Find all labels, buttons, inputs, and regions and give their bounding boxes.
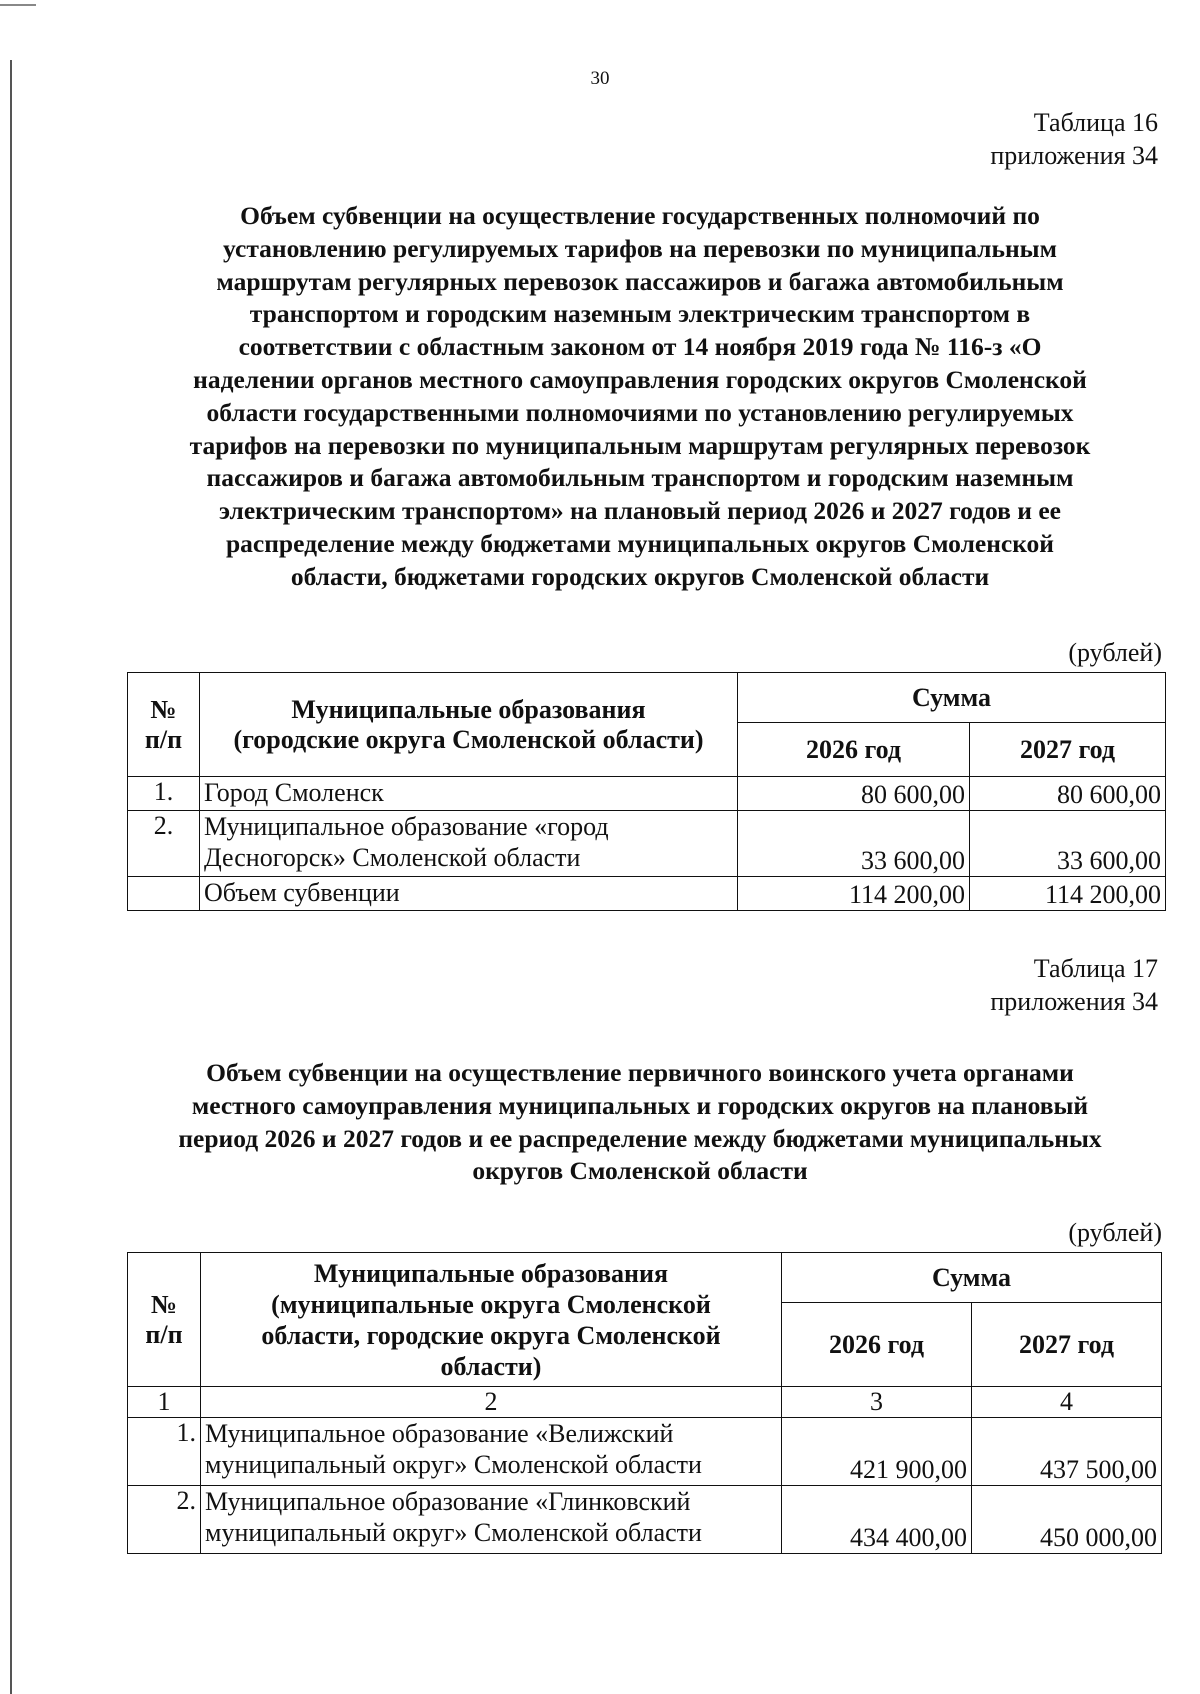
row-amount-2027: 437 500,00 [972,1418,1162,1486]
row-name: Город Смоленск [200,777,738,811]
title-line: соответствии с областным законом от 14 ноября 2019 года № 116-з «О [238,332,1042,362]
table-row [128,777,1166,811]
row-name [200,811,738,877]
table16-units: (рублей) [1068,638,1162,667]
title-line: наделении органов местного самоуправления городских округов Смоленской [193,364,1087,394]
row-name [201,1418,782,1486]
table16-label-line1: Таблица 16 [1033,108,1158,137]
header-name-line2: (муниципальные округа Смоленской [271,1289,711,1319]
row-num: 1. [128,777,200,811]
table17-title [120,1057,1160,1188]
header-name-line1: Муниципальные образования [291,694,646,724]
row-name-line1: Муниципальное образование «Глинковский [205,1487,691,1516]
row-name-line2: муниципальный округ» Смоленской области [205,1518,702,1547]
row-amount-2026: 33 600,00 [738,811,970,877]
row-amount-2026: 434 400,00 [782,1486,972,1554]
header-num-line1: № [150,1289,178,1319]
header-num-line2: п/п [145,1319,183,1349]
table17-label [990,952,1158,1018]
table17-header-row [128,1253,1162,1303]
row-name-line1: Муниципальное образование «город [204,812,609,841]
title-line: распределение между бюджетами муниципальных округов Смоленской [225,528,1054,558]
header-name-line3: области, городские округа Смоленской [261,1320,721,1350]
title-line: округов Смоленской области [472,1156,808,1186]
row-amount-2027: 80 600,00 [970,777,1166,811]
header-year-2027: 2027 год [972,1303,1162,1387]
column-number: 1 [128,1387,201,1418]
header-name-line1: Муниципальные образования [313,1258,669,1288]
table17-units: (рублей) [1068,1218,1162,1247]
table16-title [120,200,1160,594]
title-line: транспортом и городским наземным электрическим транспортом в [249,299,1031,329]
table16-header-row [128,673,1166,723]
table17-label-line2: приложения 34 [990,987,1158,1016]
header-num [128,1253,201,1387]
table17 [127,1252,1162,1554]
header-name-line4: области) [440,1351,542,1381]
title-line: электрическим транспортом» на плановый период 2026 и 2027 годов и ее [219,496,1061,526]
row-name [201,1486,782,1554]
title-line: тарифов на перевозки по муниципальным маршрутам регулярных перевозок [189,430,1091,460]
header-name [201,1253,782,1387]
header-sum: Сумма [782,1253,1162,1303]
title-line: пассажиров и багажа автомобильным транспортом и городским наземным [206,463,1074,493]
row-amount-2026: 421 900,00 [782,1418,972,1486]
table16-label [990,106,1158,172]
row-amount-2026: 80 600,00 [738,777,970,811]
scan-edge-line [10,60,12,1694]
title-line: установлению регулируемых тарифов на перевозки по муниципальным [223,233,1057,263]
table16 [127,672,1166,911]
scan-corner-mark [0,4,36,6]
row-num: 1. [128,1418,201,1486]
table-row [128,811,1166,877]
table16-total-row [128,877,1166,911]
title-line: Объем субвенции на осуществление государственных полномочий по [240,201,1040,230]
title-line: период 2026 и 2027 годов и ее распределение между бюджетами муниципальных [178,1123,1102,1153]
row-name-line2: Десногорск» Смоленской области [204,843,581,872]
header-year-2026: 2026 год [738,723,970,777]
column-number: 4 [972,1387,1162,1418]
header-num-line1: № [150,694,177,724]
title-line: Объем субвенции на осуществление первичного воинского учета органами [206,1058,1074,1087]
table-row [128,1418,1162,1486]
title-line: местного самоуправления муниципальных и городских округов на плановый [191,1090,1089,1120]
row-num: 2. [128,811,200,877]
header-sum: Сумма [738,673,1166,723]
title-line: области государственными полномочиями по установлению регулируемых [206,397,1074,427]
title-line: маршрутам регулярных перевозок пассажиров и багажа автомобильным [216,266,1064,296]
table17-label-line1: Таблица 17 [1033,954,1158,983]
header-name [200,673,738,777]
total-name: Объем субвенции [200,877,738,911]
header-year-2027: 2027 год [970,723,1166,777]
total-num [128,877,200,911]
table16-label-line2: приложения 34 [990,141,1158,170]
column-number: 2 [201,1387,782,1418]
row-amount-2027: 450 000,00 [972,1486,1162,1554]
table-row [128,1486,1162,1554]
table17-column-numbers-row [128,1387,1162,1418]
header-num-line2: п/п [144,724,183,754]
column-number: 3 [782,1387,972,1418]
header-year-2026: 2026 год [782,1303,972,1387]
header-name-line2: (городские округа Смоленской области) [233,724,704,754]
row-name-line1: Муниципальное образование «Велижский [205,1419,674,1448]
row-name-line2: муниципальный округ» Смоленской области [205,1450,702,1479]
page-number: 30 [590,68,610,89]
header-num [128,673,200,777]
row-num: 2. [128,1486,201,1554]
total-amount-2027: 114 200,00 [970,877,1166,911]
total-amount-2026: 114 200,00 [738,877,970,911]
row-amount-2027: 33 600,00 [970,811,1166,877]
title-line: области, бюджетами городских округов Смоленской области [290,561,990,591]
